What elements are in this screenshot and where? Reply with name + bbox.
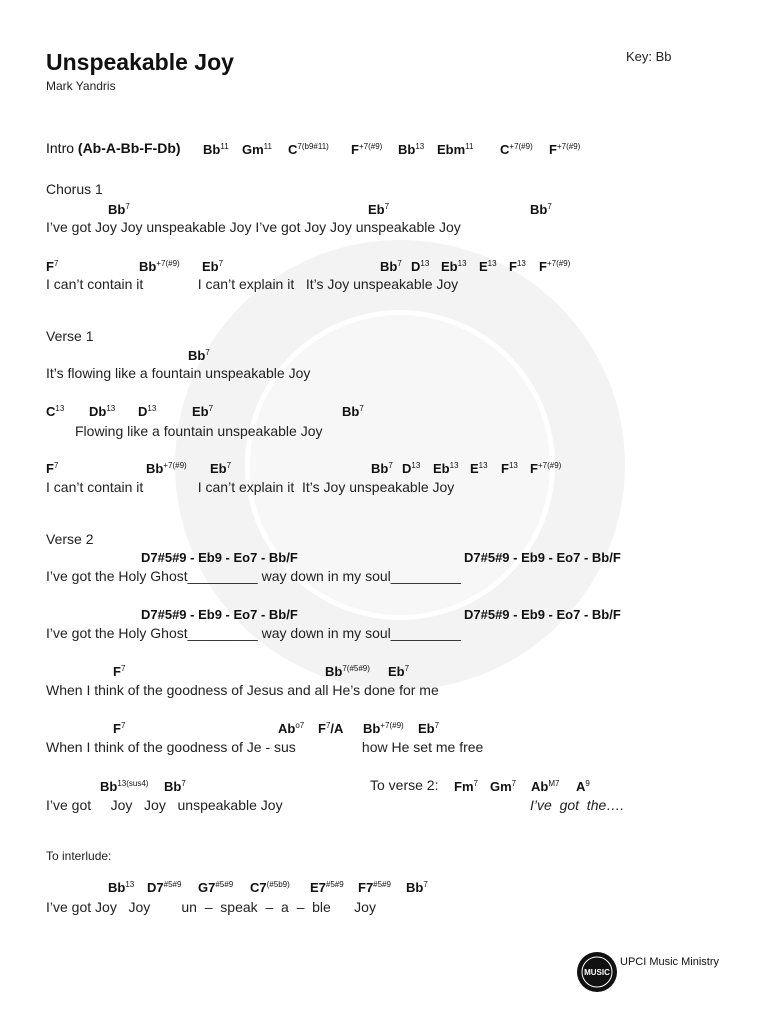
lyric-line: I can’t contain it I can’t explain it It’s Joy unspeakable Joy (46, 276, 459, 292)
chord: $D^{13}$ (411, 259, 430, 274)
interlude-label: To interlude: (46, 849, 112, 863)
chord: Eb$^{13}$ (441, 259, 467, 274)
lyric-line: When I think of the goodness of Jesus and all He’s done for me (46, 682, 439, 698)
chord: $E^{13}$ (479, 259, 497, 274)
chord: Bb$^7$ (108, 202, 130, 217)
chorus1-label: Chorus 1 (46, 181, 103, 197)
chord: Bb$^7$ (371, 461, 393, 476)
chord: Eb$^7$ (368, 202, 390, 217)
chord: Bb$^7$ (164, 779, 186, 794)
chord: Bb$^7$ (380, 259, 402, 274)
footer-ministry: UPCI Music Ministry (620, 956, 720, 968)
lyric-line-italic: I’ve got the…. (530, 797, 625, 813)
chord: $F^{13}$ (509, 259, 526, 274)
intro-chord: $F^{+7(\#9)}$ (351, 142, 383, 157)
intro-progression: (Ab-A-Bb-F-Db) (77, 140, 181, 156)
chord: $D7^{\#5\#9}$ (147, 880, 182, 895)
chord: $Bb^{+7(\#9)}$ (363, 721, 404, 736)
chord-sequence: D7#5#9 - Eb9 - Eo7 - Bb/F (464, 550, 621, 565)
chord: $F^7$ (46, 259, 59, 274)
lyric-line: When I think of the goodness of Je - sus how He set me free (46, 739, 484, 755)
chord-sequence: D7#5#9 - Eb9 - Eo7 - Bb/F (464, 607, 621, 622)
chord: $C7^{(\#5b9)}$ (250, 880, 290, 895)
verse1-label: Verse 1 (46, 328, 94, 344)
lyric-line: I’ve got Joy Joy un – speak – a – ble Joy (46, 899, 376, 915)
chord: Bb$^7$ (530, 202, 552, 217)
chord: $F^7$ (46, 461, 59, 476)
chord-sequence: D7#5#9 - Eb9 - Eo7 - Bb/F (141, 550, 298, 565)
chord: Eb$^7$ (202, 259, 224, 274)
chord: Eb$^7$ (388, 664, 410, 679)
intro-chord: Bb$^{13}$ (398, 142, 425, 157)
chord: $E^{13}$ (470, 461, 488, 476)
logo-text: MUSIC (584, 968, 610, 977)
chord: Db$^{13}$ (89, 404, 116, 419)
chord: $Bb^{7(\#5\#9)}$ (325, 664, 370, 679)
chord: $G7^{\#5\#9}$ (198, 880, 234, 895)
chord: Bb$^7$ (342, 404, 364, 419)
verse2-label: Verse 2 (46, 531, 94, 547)
lyric-line: Flowing like a fountain unspeakable Joy (75, 423, 323, 439)
lyric-line: I’ve got the Holy Ghost_________ way down in my soul_________ (46, 625, 461, 641)
chord: $F^{13}$ (501, 461, 518, 476)
chord: $C^{13}$ (46, 404, 65, 419)
chord: $F^{+7(\#9)}$ (539, 259, 571, 274)
chord: $Ab^{M7}$ (531, 779, 560, 794)
chord: $Ab^{o7}$ (278, 721, 305, 736)
song-key: Key: Bb (626, 49, 672, 64)
intro-chord: $C^{7(b9\#11)}$ (288, 142, 329, 157)
chord: $F^{+7(\#9)}$ (530, 461, 562, 476)
chord: Eb$^{13}$ (433, 461, 459, 476)
chord: $F^7$ (113, 664, 126, 679)
chord: $A^9$ (576, 779, 590, 794)
chord: Fm$^7$ (454, 779, 478, 794)
song-title: Unspeakable Joy (46, 49, 234, 75)
chord: $F7^{\#5\#9}$ (358, 880, 391, 895)
music-logo-icon (576, 951, 618, 993)
chord: $Bb^{+7(\#9)}$ (139, 259, 180, 274)
intro-chord: Ebm$^{11}$ (437, 142, 474, 157)
chord: $Bb^{13(sus4)}$ (100, 779, 149, 794)
intro-label: Intro (46, 140, 75, 156)
chord: Eb$^7$ (192, 404, 214, 419)
intro-chord: $F^{+7(\#9)}$ (549, 142, 581, 157)
intro-chord: $C^{+7(\#9)}$ (500, 142, 533, 157)
intro-chord: Bb$^{11}$ (203, 142, 229, 157)
chord: Bb$^7$ (406, 880, 428, 895)
chord: Bb$^{13}$ (108, 880, 135, 895)
chord: $D^{13}$ (138, 404, 157, 419)
lyric-line: I’ve got Joy Joy unspeakable Joy (46, 797, 283, 813)
chord: Gm$^7$ (490, 779, 517, 794)
chord: $Bb^{+7(\#9)}$ (146, 461, 187, 476)
chord: Bb$^7$ (188, 348, 210, 363)
chord: Eb$^7$ (210, 461, 232, 476)
lyric-line: I can’t contain it I can’t explain it It’s Joy unspeakable Joy (46, 479, 455, 495)
to-verse2-label: To verse 2: (370, 777, 439, 793)
lyric-line: I’ve got Joy Joy unspeakable Joy I’ve got Joy Joy unspeakable Joy (46, 219, 461, 235)
chord: Eb$^7$ (418, 721, 440, 736)
song-author: Mark Yandris (46, 79, 116, 93)
intro-line (46, 140, 181, 156)
chord: $E7^{\#5\#9}$ (310, 880, 344, 895)
chord-sequence: D7#5#9 - Eb9 - Eo7 - Bb/F (141, 607, 298, 622)
chord: $F^7/A$ (318, 721, 344, 736)
lyric-line: I’ve got the Holy Ghost_________ way down in my soul_________ (46, 568, 461, 584)
chord: $D^{13}$ (402, 461, 421, 476)
intro-chord: Gm$^{11}$ (242, 142, 272, 157)
lyric-line: It’s flowing like a fountain unspeakable Joy (46, 365, 311, 381)
chord: $F^7$ (113, 721, 126, 736)
